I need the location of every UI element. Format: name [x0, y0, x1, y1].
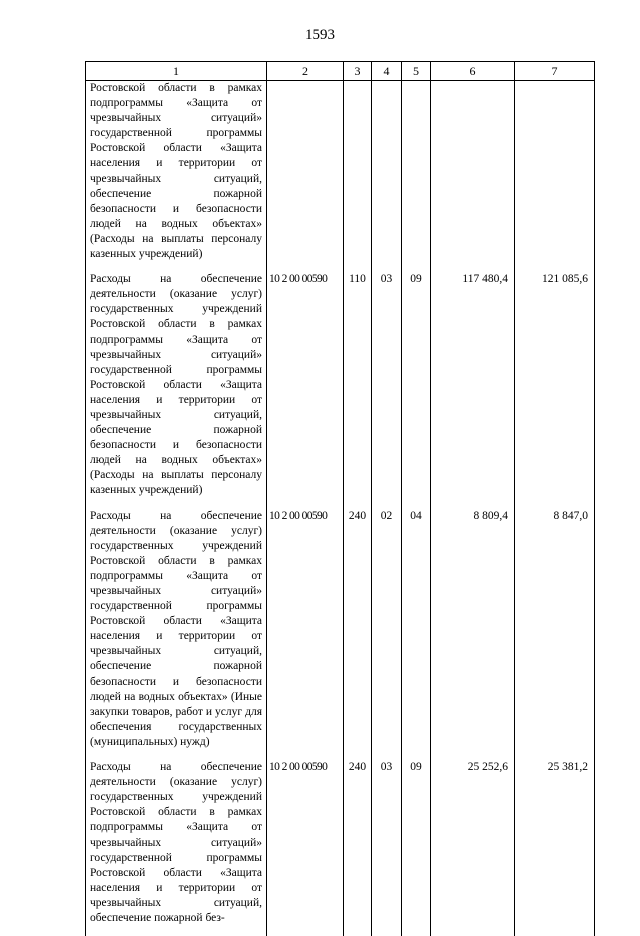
row-description: Расходы на обеспечение деятельности (оказание услуг) государственных учреждений Ростовской области в рамках подпрограммы «Защита от чрезвычайных ситуаций» государственной программы Ростовской области «Защита населения и территории от чрезвычайных ситуаций, обеспечение пожарной безопасности и безопасности людей на водных объектах» (Иные закупки товаров, работ и услуг для обеспечения государственных (муниципальных) нужд) [86, 509, 267, 761]
row-value-2: 25 381,2 [515, 760, 595, 936]
row-vr [344, 81, 372, 273]
row-value-1: 117 480,4 [431, 272, 515, 508]
column-header: 2 [267, 62, 344, 81]
row-code [267, 81, 344, 273]
table-row [86, 509, 595, 761]
row-value-1: 8 809,4 [431, 509, 515, 761]
row-rz [372, 81, 402, 273]
column-header: 7 [515, 62, 595, 81]
row-description: Расходы на обеспечение деятельности (оказание услуг) государственных учреждений Ростовской области в рамках подпрограммы «Защита от чрезвычайных ситуаций» государственной программы Ростовской области «Защита населения и территории от чрезвычайных ситуаций, обеспечение пожарной безопасности и безопасности людей на водных объектах» (Расходы на выплаты персоналу казенных учреждений) [86, 272, 267, 508]
row-pr [402, 81, 431, 273]
row-vr: 240 [344, 509, 372, 761]
row-vr: 110 [344, 272, 372, 508]
table-row [86, 81, 595, 273]
row-rz: 02 [372, 509, 402, 761]
column-header: 4 [372, 62, 402, 81]
column-header: 3 [344, 62, 372, 81]
row-vr: 240 [344, 760, 372, 936]
row-rz: 03 [372, 760, 402, 936]
row-pr: 09 [402, 760, 431, 936]
row-value-1: 25 252,6 [431, 760, 515, 936]
row-description: Расходы на обеспечение деятельности (оказание услуг) государственных учреждений Ростовской области в рамках подпрограммы «Защита от чрезвычайных ситуаций» государственной программы Ростовской области «Защита населения и территории от чрезвычайных ситуаций, обеспечение пожарной без- [86, 760, 267, 936]
row-pr: 09 [402, 272, 431, 508]
row-code: 10 2 00 00590 [267, 760, 344, 936]
column-header: 6 [431, 62, 515, 81]
row-rz: 03 [372, 272, 402, 508]
table-row [86, 760, 595, 936]
table-row [86, 272, 595, 508]
row-code: 10 2 00 00590 [267, 272, 344, 508]
row-description: Ростовской области в рамках подпрограммы «Защита от чрезвычайных ситуаций» государственной программы Ростовской области «Защита населения и территории от чрезвычайных ситуаций, обеспечение пожарной безопасности и безопасности людей на водных объектах» (Расходы на выплаты персоналу казенных учреждений) [86, 81, 267, 273]
column-header: 1 [86, 62, 267, 81]
header-row [86, 62, 595, 81]
row-value-2: 8 847,0 [515, 509, 595, 761]
budget-table [85, 61, 595, 936]
column-header: 5 [402, 62, 431, 81]
row-code: 10 2 00 00590 [267, 509, 344, 761]
row-value-1 [431, 81, 515, 273]
page-number: 1593 [305, 27, 335, 43]
row-value-2 [515, 81, 595, 273]
row-value-2: 121 085,6 [515, 272, 595, 508]
row-pr: 04 [402, 509, 431, 761]
